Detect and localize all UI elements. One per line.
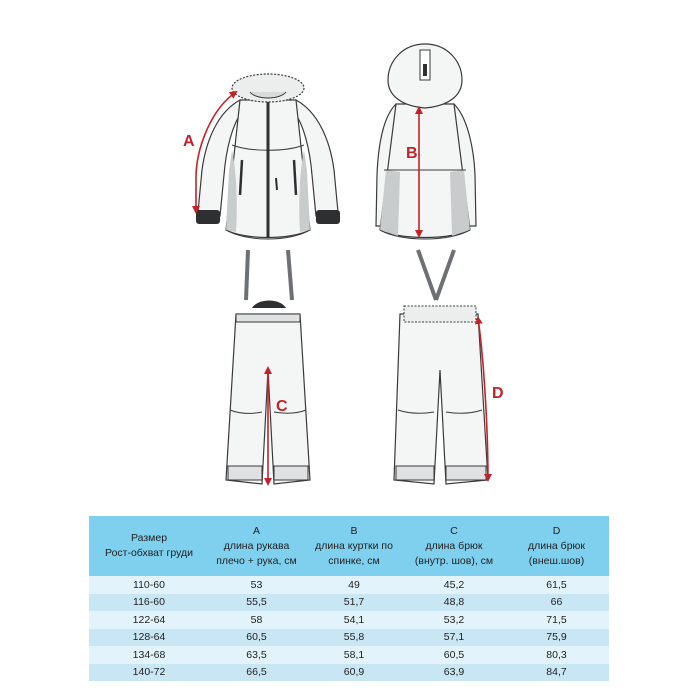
header-b: [304, 516, 404, 576]
cell-a: 55,5: [209, 594, 304, 612]
header-d: [504, 516, 609, 576]
jacket-back: [376, 44, 476, 239]
cell-size: 110-60: [89, 576, 209, 594]
table-row: [89, 576, 609, 594]
cell-a: 53: [209, 576, 304, 594]
header-c: [404, 516, 504, 576]
cell-c: 60,5: [404, 646, 504, 664]
jacket-back-hood-tab-fill: [423, 64, 427, 76]
pants-front-waistband: [236, 314, 300, 322]
header-a-letter: A: [252, 524, 260, 537]
table-row: [89, 629, 609, 647]
cell-c: 53,2: [404, 611, 504, 629]
cell-b: 58,1: [304, 646, 404, 664]
table-row: [89, 594, 609, 612]
cell-a: 63,5: [209, 646, 304, 664]
header-a-line1: длина рукава: [223, 539, 290, 552]
pants-front-cuff-right: [274, 466, 308, 480]
header-c-letter: C: [450, 524, 458, 537]
table-row: [89, 611, 609, 629]
pants-back-waistband: [404, 306, 476, 322]
cell-c: 45,2: [404, 576, 504, 594]
cell-size: 116-60: [89, 594, 209, 612]
jacket-front-chest-pocket: [276, 178, 277, 190]
cell-b: 60,9: [304, 664, 404, 682]
cell-d: 84,7: [504, 664, 609, 682]
header-b-line2: спинке, см: [328, 554, 380, 567]
header-d-letter: D: [552, 524, 561, 537]
jacket-front: [196, 74, 340, 239]
header-b-line1: длина куртки по: [315, 539, 393, 552]
header-a-line2: плечо + рука, см: [216, 554, 297, 567]
header-size-line1: Размер: [130, 532, 168, 544]
header-size-line2: Рост-обхват груди: [105, 547, 193, 559]
pants-back-cuff-right: [446, 466, 486, 480]
measure-b-label: B: [406, 145, 418, 162]
cell-size: 128-64: [89, 629, 209, 647]
header-b-letter: B: [350, 524, 358, 537]
size-chart-header-row: [89, 516, 609, 576]
cell-size: 140-72: [89, 664, 209, 682]
jacket-front-right-cuff: [316, 210, 340, 224]
cell-a: 60,5: [209, 629, 304, 647]
cell-c: 48,8: [404, 594, 504, 612]
pants-back-body: [394, 314, 488, 484]
header-d-line2: (внеш.шов): [528, 554, 585, 567]
pants-front-left-strap: [246, 250, 248, 300]
jacket-front-left-cuff: [196, 210, 220, 224]
pants-front-right-strap: [288, 250, 292, 300]
cell-c: 63,9: [404, 664, 504, 682]
pants-back-strap-left: [418, 250, 436, 300]
measure-c-label: C: [276, 398, 288, 415]
cell-d: 75,9: [504, 629, 609, 647]
pants-front-cuff-left: [228, 466, 262, 480]
cell-a: 58: [209, 611, 304, 629]
cell-c: 57,1: [404, 629, 504, 647]
cell-d: 80,3: [504, 646, 609, 664]
header-d-line1: длина брюк: [528, 539, 585, 552]
pants-back: [394, 250, 488, 484]
cell-b: 54,1: [304, 611, 404, 629]
cell-size: 134-68: [89, 646, 209, 664]
pants-back-strap-right: [436, 250, 454, 300]
header-size: [89, 516, 209, 576]
cell-d: 71,5: [504, 611, 609, 629]
cell-d: 66: [504, 594, 609, 612]
cell-a: 66,5: [209, 664, 304, 682]
header-c-line2: (внутр. шов), см: [414, 554, 494, 567]
table-row: [89, 646, 609, 664]
cell-size: 122-64: [89, 611, 209, 629]
pants-back-cuff-left: [396, 466, 434, 480]
cell-b: 49: [304, 576, 404, 594]
table-row: [89, 664, 609, 682]
header-c-line1: длина брюк: [425, 539, 483, 552]
size-chart-table: [89, 516, 609, 681]
cell-b: 51,7: [304, 594, 404, 612]
cell-d: 61,5: [504, 576, 609, 594]
measure-a-label: A: [183, 133, 195, 150]
measure-d-label: D: [492, 385, 504, 402]
pants-front-bib: [252, 301, 286, 309]
header-a: [209, 516, 304, 576]
cell-b: 55,8: [304, 629, 404, 647]
